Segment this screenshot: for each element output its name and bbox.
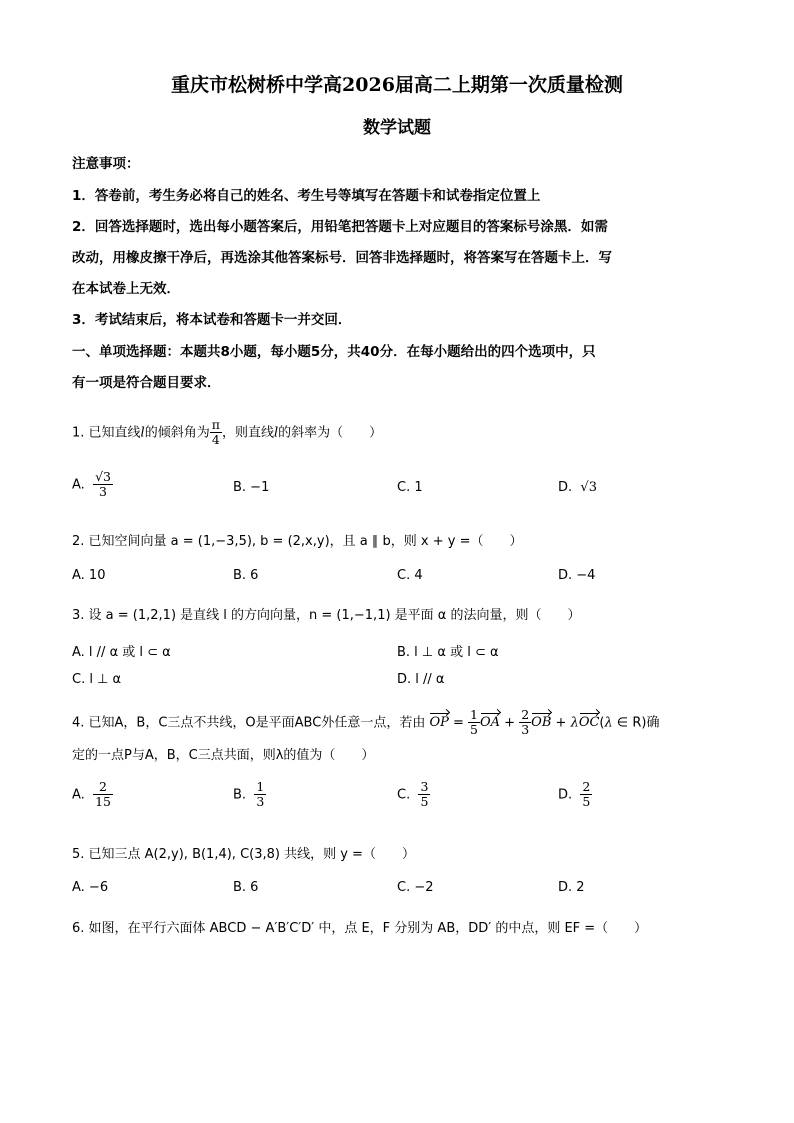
q4-option-b: B. $\frac{1}{3}$ (233, 779, 265, 810)
q4-option-d: D. $\frac{2}{5}$ (558, 779, 591, 810)
section-1-heading-line-1: 一、单项选择题：本题共8小题，每小题5分，共40分．在每小题给出的四个选项中，只 (72, 344, 596, 360)
pi-over-4: $\frac{\pi}{4}$ (211, 417, 220, 448)
question-4-line-1: 4. 已知A，B，C三点不共线，O是平面ABC外任意一点，若由 OP = $\frac{1}{5}$ OA + $\frac{2}{3}$ OB + λOC(λ ∈ R)确 (72, 707, 660, 738)
q5-option-b: B. 6 (233, 880, 259, 895)
vector-op: OP (429, 715, 449, 731)
question-5: 5. 已知三点 A(2,y), B(1,4), C(3,8) 共线，则 y =（ ） (72, 847, 415, 862)
q3-option-a: A. l // α 或 l ⊂ α (72, 645, 171, 660)
q5-option-d: D. 2 (558, 880, 585, 895)
q1-option-d: D. √3 (558, 480, 597, 495)
note-item-2-line-3: 在本试卷上无效． (72, 281, 180, 297)
q2-option-a: A. 10 (72, 568, 106, 583)
q4-option-a: A. $\frac{2}{15}$ (72, 779, 111, 810)
q1-option-c: C. 1 (397, 480, 423, 495)
note-item-3: 3．考试结束后，将本试卷和答题卡一并交回． (72, 312, 352, 328)
q5-option-c: C. −2 (397, 880, 434, 895)
note-item-2-line-1: 2．回答选择题时，选出每小题答案后，用铅笔把答题卡上对应题目的答案标号涂黑．如需 (72, 219, 608, 235)
exam-title: 重庆市松树桥中学高2026届高二上期第一次质量检测 (171, 74, 623, 96)
q3-option-d: D. l // α (397, 672, 445, 687)
notes-heading: 注意事项： (72, 156, 140, 172)
q1-option-a: A. $\frac{√3}{3}$ (72, 469, 111, 500)
question-2: 2. 已知空间向量 a = (1,−3,5), b = (2,x,y)，且 a ∥ b，则 x + y =（ ） (72, 534, 523, 549)
q4-option-c: C. $\frac{3}{5}$ (397, 779, 429, 810)
q5-option-a: A. −6 (72, 880, 109, 895)
question-6: 6. 如图，在平行六面体 ABCD − A′B′C′D′ 中，点 E，F 分别为 AB，DD′ 的中点，则 EF =（ ） (72, 921, 648, 936)
q2-option-b: B. 6 (233, 568, 259, 583)
note-item-1: 1．答卷前，考生务必将自己的姓名、考生号等填写在答题卡和试卷指定位置上 (72, 188, 541, 204)
q3-option-b: B. l ⊥ α 或 l ⊂ α (397, 645, 499, 660)
q2-option-d: D. −4 (558, 568, 596, 583)
question-3: 3. 设 a = (1,2,1) 是直线 l 的方向向量，n = (1,−1,1) 是平面 α 的法向量，则（ ） (72, 608, 581, 623)
q2-option-c: C. 4 (397, 568, 423, 583)
section-1-heading-line-2: 有一项是符合题目要求． (72, 375, 221, 391)
q1-option-b: B. −1 (233, 480, 270, 495)
exam-subtitle: 数学试题 (363, 118, 431, 138)
question-4-line-2: 定的一点P与A，B，C三点共面，则λ的值为（ ） (72, 748, 375, 763)
question-1: 1. 已知直线l的倾斜角为 $\frac{\pi}{4}$ ，则直线l的斜率为（ ） (72, 417, 383, 448)
q3-option-c: C. l ⊥ α (72, 672, 122, 687)
note-item-2-line-2: 改动，用橡皮擦干净后，再选涂其他答案标号．回答非选择题时，将答案写在答题卡上．写 (72, 250, 612, 266)
